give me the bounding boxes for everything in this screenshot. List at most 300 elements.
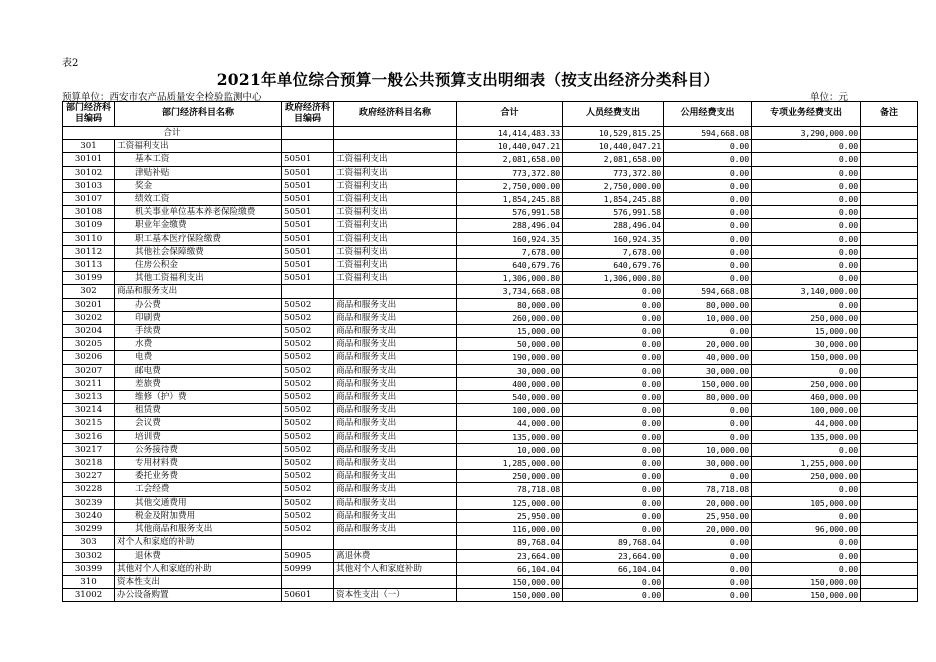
table-row (63, 311, 918, 324)
row-gov-code (282, 575, 334, 588)
row-dept-name: 办公设备购置 (115, 589, 282, 602)
table-row (63, 272, 918, 285)
row-personnel: 0.00 (563, 457, 664, 470)
total-label: 合计 (63, 127, 282, 140)
row-special: 0.00 (752, 219, 861, 232)
row-special: 3,140,000.00 (752, 285, 861, 298)
row-gov-name: 工资福利支出 (334, 232, 457, 245)
row-dept-name: 工会经费 (115, 483, 282, 496)
row-total: 7,678.00 (457, 245, 563, 258)
row-gov-name: 商品和服务支出 (334, 325, 457, 338)
row-gov-name: 离退休费 (334, 549, 457, 562)
row-dept-code: 30103 (63, 179, 115, 192)
row-public: 0.00 (664, 193, 752, 206)
row-special: 0.00 (752, 179, 861, 192)
row-gov-code (282, 285, 334, 298)
row-gov-code: 50501 (282, 206, 334, 219)
table-row (63, 575, 918, 588)
table-row (63, 470, 918, 483)
page-title: 2021年单位综合预算一般公共预算支出明细表（按支出经济分类科目） (216, 70, 720, 89)
row-total: 50,000.00 (457, 338, 563, 351)
row-special: 250,000.00 (752, 377, 861, 390)
row-gov-name: 工资福利支出 (334, 219, 457, 232)
col-header-dept-code: 部门经济科目编码 (63, 102, 115, 127)
row-gov-code: 50501 (282, 153, 334, 166)
row-gov-code: 50601 (282, 589, 334, 602)
row-dept-name: 培训费 (115, 430, 282, 443)
row-dept-name: 会议费 (115, 417, 282, 430)
row-dept-code: 30110 (63, 232, 115, 245)
table-row (63, 166, 918, 179)
row-special: 0.00 (752, 232, 861, 245)
row-remark (861, 325, 918, 338)
row-personnel: 0.00 (563, 285, 664, 298)
row-remark (861, 523, 918, 536)
row-special: 0.00 (752, 536, 861, 549)
row-remark (861, 549, 918, 562)
table-row (63, 285, 918, 298)
table-row (63, 153, 918, 166)
row-special: 105,000.00 (752, 496, 861, 509)
total-gov-code (282, 127, 334, 140)
table-row (63, 549, 918, 562)
row-personnel: 23,664.00 (563, 549, 664, 562)
row-personnel: 2,081,658.00 (563, 153, 664, 166)
row-gov-code: 50502 (282, 298, 334, 311)
row-remark (861, 140, 918, 153)
row-gov-name: 工资福利支出 (334, 179, 457, 192)
row-dept-name: 委托业务费 (115, 470, 282, 483)
row-total: 10,000.00 (457, 443, 563, 456)
row-personnel: 0.00 (563, 325, 664, 338)
table-row (63, 430, 918, 443)
row-special: 30,000.00 (752, 338, 861, 351)
table-row (63, 140, 918, 153)
expenditure-table (62, 101, 918, 602)
row-remark (861, 259, 918, 272)
row-total: 1,306,000.80 (457, 272, 563, 285)
row-total: 190,000.00 (457, 351, 563, 364)
table-row (63, 496, 918, 509)
row-total: 2,750,000.00 (457, 179, 563, 192)
row-gov-name: 商品和服务支出 (334, 417, 457, 430)
row-special: 0.00 (752, 193, 861, 206)
row-personnel: 0.00 (563, 417, 664, 430)
table-row (63, 193, 918, 206)
row-total: 640,679.76 (457, 259, 563, 272)
row-dept-name: 奖金 (115, 179, 282, 192)
row-gov-code: 50905 (282, 549, 334, 562)
total-row (63, 127, 918, 140)
row-special: 0.00 (752, 483, 861, 496)
row-gov-code: 50502 (282, 338, 334, 351)
total-personnel: 10,529,815.25 (563, 127, 664, 140)
row-public: 0.00 (664, 404, 752, 417)
row-dept-name: 住房公积金 (115, 259, 282, 272)
row-personnel: 0.00 (563, 430, 664, 443)
row-gov-name: 工资福利支出 (334, 206, 457, 219)
row-remark (861, 536, 918, 549)
row-personnel: 2,750,000.00 (563, 179, 664, 192)
row-gov-name: 商品和服务支出 (334, 457, 457, 470)
row-dept-code: 302 (63, 285, 115, 298)
table-row (63, 351, 918, 364)
row-special: 0.00 (752, 509, 861, 522)
row-dept-name: 手续费 (115, 325, 282, 338)
row-gov-code: 50501 (282, 166, 334, 179)
row-personnel: 0.00 (563, 338, 664, 351)
row-dept-code: 30207 (63, 364, 115, 377)
row-dept-name: 资本性支出 (115, 575, 282, 588)
row-personnel: 1,306,000.80 (563, 272, 664, 285)
row-remark (861, 193, 918, 206)
row-remark (861, 430, 918, 443)
row-remark (861, 272, 918, 285)
row-public: 80,000.00 (664, 298, 752, 311)
table-row (63, 589, 918, 602)
row-gov-name: 工资福利支出 (334, 259, 457, 272)
row-public: 20,000.00 (664, 496, 752, 509)
row-special: 150,000.00 (752, 575, 861, 588)
row-total: 44,000.00 (457, 417, 563, 430)
row-gov-name: 工资福利支出 (334, 245, 457, 258)
col-header-special: 专项业务经费支出 (752, 102, 861, 127)
row-remark (861, 351, 918, 364)
row-dept-name: 职业年金缴费 (115, 219, 282, 232)
row-special: 96,000.00 (752, 523, 861, 536)
table-row (63, 457, 918, 470)
row-dept-code: 30205 (63, 338, 115, 351)
row-gov-code: 50502 (282, 325, 334, 338)
row-special: 150,000.00 (752, 589, 861, 602)
row-remark (861, 166, 918, 179)
row-special: 0.00 (752, 153, 861, 166)
row-gov-code: 50502 (282, 470, 334, 483)
row-dept-code: 303 (63, 536, 115, 549)
row-remark (861, 219, 918, 232)
row-gov-name: 工资福利支出 (334, 193, 457, 206)
row-gov-name: 商品和服务支出 (334, 483, 457, 496)
row-gov-code (282, 140, 334, 153)
row-dept-name: 租赁费 (115, 404, 282, 417)
budget-unit: 预算单位：西安市农产品质量安全检验监测中心 (62, 92, 262, 103)
row-gov-name (334, 285, 457, 298)
row-personnel: 10,440,047.21 (563, 140, 664, 153)
row-public: 10,000.00 (664, 311, 752, 324)
row-total: 288,496.04 (457, 219, 563, 232)
col-header-personnel: 人员经费支出 (563, 102, 664, 127)
row-special: 0.00 (752, 298, 861, 311)
row-public: 0.00 (664, 232, 752, 245)
row-remark (861, 483, 918, 496)
row-remark (861, 298, 918, 311)
table-number: 表2 (62, 58, 79, 69)
row-dept-code: 30299 (63, 523, 115, 536)
row-gov-name (334, 575, 457, 588)
row-remark (861, 285, 918, 298)
row-dept-code: 30201 (63, 298, 115, 311)
row-gov-code: 50502 (282, 496, 334, 509)
row-personnel: 66,104.04 (563, 562, 664, 575)
row-gov-code: 50502 (282, 509, 334, 522)
row-dept-code: 30213 (63, 391, 115, 404)
row-gov-code: 50502 (282, 377, 334, 390)
row-dept-code: 30227 (63, 470, 115, 483)
row-total: 23,664.00 (457, 549, 563, 562)
row-public: 0.00 (664, 206, 752, 219)
row-gov-code: 50502 (282, 404, 334, 417)
row-personnel: 0.00 (563, 509, 664, 522)
row-public: 0.00 (664, 219, 752, 232)
table-row (63, 509, 918, 522)
row-personnel: 0.00 (563, 523, 664, 536)
row-special: 15,000.00 (752, 325, 861, 338)
row-total: 89,768.04 (457, 536, 563, 549)
row-public: 594,668.08 (664, 285, 752, 298)
row-remark (861, 364, 918, 377)
row-dept-name: 基本工资 (115, 153, 282, 166)
row-total: 150,000.00 (457, 575, 563, 588)
row-dept-code: 30302 (63, 549, 115, 562)
row-remark (861, 509, 918, 522)
row-dept-code: 301 (63, 140, 115, 153)
row-gov-name: 商品和服务支出 (334, 298, 457, 311)
table-row (63, 206, 918, 219)
row-special: 0.00 (752, 272, 861, 285)
col-header-remark: 备注 (861, 102, 918, 127)
row-personnel: 288,496.04 (563, 219, 664, 232)
row-remark (861, 179, 918, 192)
row-total: 150,000.00 (457, 589, 563, 602)
row-special: 0.00 (752, 443, 861, 456)
row-gov-name: 商品和服务支出 (334, 509, 457, 522)
row-dept-name: 工资福利支出 (115, 140, 282, 153)
total-gov-name (334, 127, 457, 140)
row-total: 576,991.58 (457, 206, 563, 219)
table-row (63, 232, 918, 245)
row-dept-code: 30215 (63, 417, 115, 430)
row-remark (861, 338, 918, 351)
row-dept-name: 税金及附加费用 (115, 509, 282, 522)
row-gov-code: 50502 (282, 417, 334, 430)
row-dept-code: 30109 (63, 219, 115, 232)
row-dept-code: 30199 (63, 272, 115, 285)
row-special: 0.00 (752, 140, 861, 153)
row-public: 0.00 (664, 153, 752, 166)
row-personnel: 1,854,245.88 (563, 193, 664, 206)
row-special: 100,000.00 (752, 404, 861, 417)
row-public: 0.00 (664, 179, 752, 192)
table-row (63, 523, 918, 536)
row-personnel: 0.00 (563, 364, 664, 377)
row-public: 0.00 (664, 562, 752, 575)
table-row (63, 259, 918, 272)
row-dept-name: 其他社会保障缴费 (115, 245, 282, 258)
row-public: 0.00 (664, 536, 752, 549)
row-personnel: 576,991.58 (563, 206, 664, 219)
row-remark (861, 496, 918, 509)
row-dept-code: 31002 (63, 589, 115, 602)
row-public: 30,000.00 (664, 364, 752, 377)
row-public: 0.00 (664, 470, 752, 483)
row-dept-name: 其他对个人和家庭的补助 (115, 562, 282, 575)
table-row (63, 245, 918, 258)
row-gov-name: 商品和服务支出 (334, 351, 457, 364)
row-remark (861, 470, 918, 483)
row-dept-name: 办公费 (115, 298, 282, 311)
row-remark (861, 575, 918, 588)
row-special: 1,255,000.00 (752, 457, 861, 470)
row-gov-name: 商品和服务支出 (334, 430, 457, 443)
row-dept-code: 30214 (63, 404, 115, 417)
row-gov-code: 50502 (282, 457, 334, 470)
row-gov-code: 50501 (282, 179, 334, 192)
row-dept-name: 专用材料费 (115, 457, 282, 470)
table-row (63, 298, 918, 311)
row-public: 0.00 (664, 549, 752, 562)
col-header-gov-name: 政府经济科目名称 (334, 102, 457, 127)
row-gov-name: 工资福利支出 (334, 153, 457, 166)
row-public: 30,000.00 (664, 457, 752, 470)
row-gov-name: 工资福利支出 (334, 166, 457, 179)
row-special: 0.00 (752, 549, 861, 562)
row-special: 0.00 (752, 259, 861, 272)
row-dept-code: 30202 (63, 311, 115, 324)
row-dept-name: 维修（护）费 (115, 391, 282, 404)
row-dept-name: 印刷费 (115, 311, 282, 324)
row-gov-name: 商品和服务支出 (334, 470, 457, 483)
row-personnel: 0.00 (563, 496, 664, 509)
row-dept-name: 公务接待费 (115, 443, 282, 456)
row-dept-name: 津贴补贴 (115, 166, 282, 179)
row-total: 773,372.80 (457, 166, 563, 179)
row-public: 0.00 (664, 430, 752, 443)
row-remark (861, 404, 918, 417)
row-special: 44,000.00 (752, 417, 861, 430)
row-personnel: 0.00 (563, 351, 664, 364)
row-gov-name: 商品和服务支出 (334, 496, 457, 509)
row-gov-code (282, 536, 334, 549)
row-personnel: 0.00 (563, 391, 664, 404)
table-row (63, 562, 918, 575)
row-gov-name: 商品和服务支出 (334, 311, 457, 324)
row-gov-code: 50502 (282, 430, 334, 443)
row-public: 78,718.08 (664, 483, 752, 496)
row-gov-name: 工资福利支出 (334, 272, 457, 285)
row-public: 40,000.00 (664, 351, 752, 364)
row-gov-name: 商品和服务支出 (334, 377, 457, 390)
row-gov-name: 其他对个人和家庭补助 (334, 562, 457, 575)
row-remark (861, 245, 918, 258)
table-row (63, 483, 918, 496)
row-total: 25,950.00 (457, 509, 563, 522)
row-dept-name: 其他工资福利支出 (115, 272, 282, 285)
row-dept-name: 水费 (115, 338, 282, 351)
row-dept-code: 30102 (63, 166, 115, 179)
row-total: 80,000.00 (457, 298, 563, 311)
row-personnel: 0.00 (563, 589, 664, 602)
row-total: 100,000.00 (457, 404, 563, 417)
row-dept-code: 30101 (63, 153, 115, 166)
row-remark (861, 417, 918, 430)
row-personnel: 0.00 (563, 483, 664, 496)
row-public: 20,000.00 (664, 338, 752, 351)
row-dept-code: 30112 (63, 245, 115, 258)
row-special: 250,000.00 (752, 470, 861, 483)
row-public: 10,000.00 (664, 443, 752, 456)
row-public: 0.00 (664, 325, 752, 338)
row-remark (861, 391, 918, 404)
row-gov-code: 50502 (282, 351, 334, 364)
table-row (63, 391, 918, 404)
row-dept-code: 30113 (63, 259, 115, 272)
row-gov-code: 50502 (282, 443, 334, 456)
row-public: 0.00 (664, 259, 752, 272)
row-dept-name: 对个人和家庭的补助 (115, 536, 282, 549)
table-row (63, 377, 918, 390)
row-public: 150,000.00 (664, 377, 752, 390)
col-header-total: 合计 (457, 102, 563, 127)
row-remark (861, 153, 918, 166)
row-gov-code: 50502 (282, 523, 334, 536)
row-special: 250,000.00 (752, 311, 861, 324)
row-gov-code: 50501 (282, 272, 334, 285)
row-personnel: 773,372.80 (563, 166, 664, 179)
row-gov-name: 资本性支出（一） (334, 589, 457, 602)
row-personnel: 89,768.04 (563, 536, 664, 549)
table-header-row (63, 102, 918, 127)
row-remark (861, 562, 918, 575)
row-gov-code: 50502 (282, 483, 334, 496)
row-dept-code: 30107 (63, 193, 115, 206)
row-total: 3,734,668.08 (457, 285, 563, 298)
row-dept-code: 30228 (63, 483, 115, 496)
table-row (63, 219, 918, 232)
row-total: 1,285,000.00 (457, 457, 563, 470)
row-public: 80,000.00 (664, 391, 752, 404)
row-remark (861, 206, 918, 219)
row-dept-name: 其他交通费用 (115, 496, 282, 509)
row-total: 260,000.00 (457, 311, 563, 324)
col-header-gov-code: 政府经济科目编码 (282, 102, 334, 127)
row-special: 135,000.00 (752, 430, 861, 443)
row-dept-code: 30211 (63, 377, 115, 390)
row-total: 78,718.08 (457, 483, 563, 496)
row-gov-code: 50999 (282, 562, 334, 575)
row-dept-name: 绩效工资 (115, 193, 282, 206)
row-personnel: 0.00 (563, 404, 664, 417)
row-dept-name: 其他商品和服务支出 (115, 523, 282, 536)
row-remark (861, 311, 918, 324)
row-public: 25,950.00 (664, 509, 752, 522)
row-dept-name: 机关事业单位基本养老保险缴费 (115, 206, 282, 219)
row-total: 116,000.00 (457, 523, 563, 536)
total-public: 594,668.08 (664, 127, 752, 140)
col-header-public: 公用经费支出 (664, 102, 752, 127)
row-public: 0.00 (664, 589, 752, 602)
row-personnel: 0.00 (563, 443, 664, 456)
row-personnel: 0.00 (563, 575, 664, 588)
row-total: 66,104.04 (457, 562, 563, 575)
row-gov-code: 50501 (282, 259, 334, 272)
row-dept-code: 30216 (63, 430, 115, 443)
row-dept-code: 310 (63, 575, 115, 588)
row-public: 0.00 (664, 272, 752, 285)
row-special: 0.00 (752, 206, 861, 219)
row-public: 0.00 (664, 245, 752, 258)
row-dept-code: 30206 (63, 351, 115, 364)
row-total: 540,000.00 (457, 391, 563, 404)
